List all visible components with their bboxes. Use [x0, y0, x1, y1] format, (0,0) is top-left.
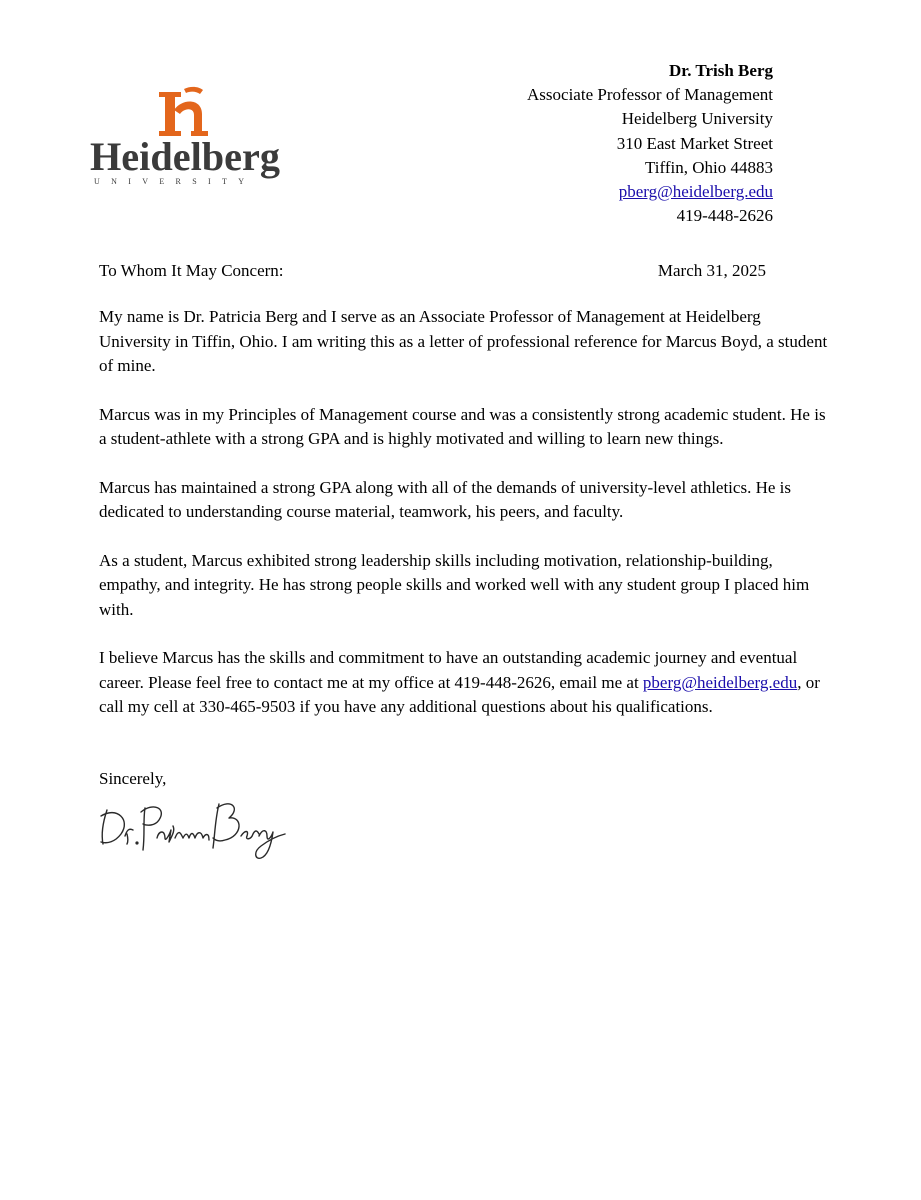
paragraph-introduction: My name is Dr. Patricia Berg and I serve as an Associate Professor of Management at Heidelberg University in Tiffin, Ohio. I am writing this as a letter of professional reference for Marcus Boyd, a student of mine.: [99, 307, 828, 375]
heidelberg-logo-graphic: [86, 84, 286, 196]
body-email-link[interactable]: pberg@heidelberg.edu: [642, 672, 798, 692]
sender-city: Tiffin, Ohio 44883: [645, 157, 773, 177]
salutation: To Whom It May Concern:: [99, 261, 284, 280]
salutation-row: [99, 259, 766, 283]
letter-body: [99, 305, 834, 744]
paragraph-recommendation: [99, 646, 834, 720]
sender-street: 310 East Market Street: [616, 133, 773, 153]
closing: Sincerely,: [99, 769, 167, 788]
sender-email-link[interactable]: pberg@heidelberg.edu: [618, 182, 773, 202]
paragraph-leadership: As a student, Marcus exhibited strong leadership skills including motivation, relationship-building, empathy, and integrity. He has strong people skills and worked well with any student group I placed him with.: [99, 550, 810, 619]
paragraph-recommendation-part2: , or call my cell at 330-465-9503 if you have any additional questions about his qualifications.: [99, 672, 820, 716]
heidelberg-emblem-icon: [159, 87, 208, 136]
paragraph-gpa: Marcus has maintained a strong GPA along with all of the demands of university-level athletics. He is dedicated to understanding course material, teamwork, his peers, and faculty.: [99, 477, 791, 521]
letter-date: March 31, 2025: [657, 261, 766, 280]
sender-institution: Heidelberg University: [621, 109, 773, 129]
heidelberg-logo: [86, 84, 286, 196]
sender-title: Associate Professor of Management: [527, 85, 773, 105]
logo-wordmark: Heidelberg: [90, 134, 280, 179]
paragraph-recommendation-part1: I believe Marcus has the skills and commitment to have an outstanding academic journey and eventual career. Please feel free to contact me at my office at 419-448-2626, email me at: [99, 648, 798, 692]
signature-graphic: [95, 790, 290, 865]
paragraph-course: Marcus was in my Principles of Management course and was a consistently strong academic student. He is a student-athlete with a strong GPA and is highly motivated and willing to learn new things.: [99, 404, 826, 448]
handwritten-signature: [95, 790, 290, 865]
sender-name: Dr. Trish Berg: [668, 61, 773, 80]
logo-subtitle: UNIVERSITY: [94, 177, 244, 186]
sender-block: [527, 59, 773, 228]
sender-phone: 419-448-2626: [676, 206, 773, 226]
